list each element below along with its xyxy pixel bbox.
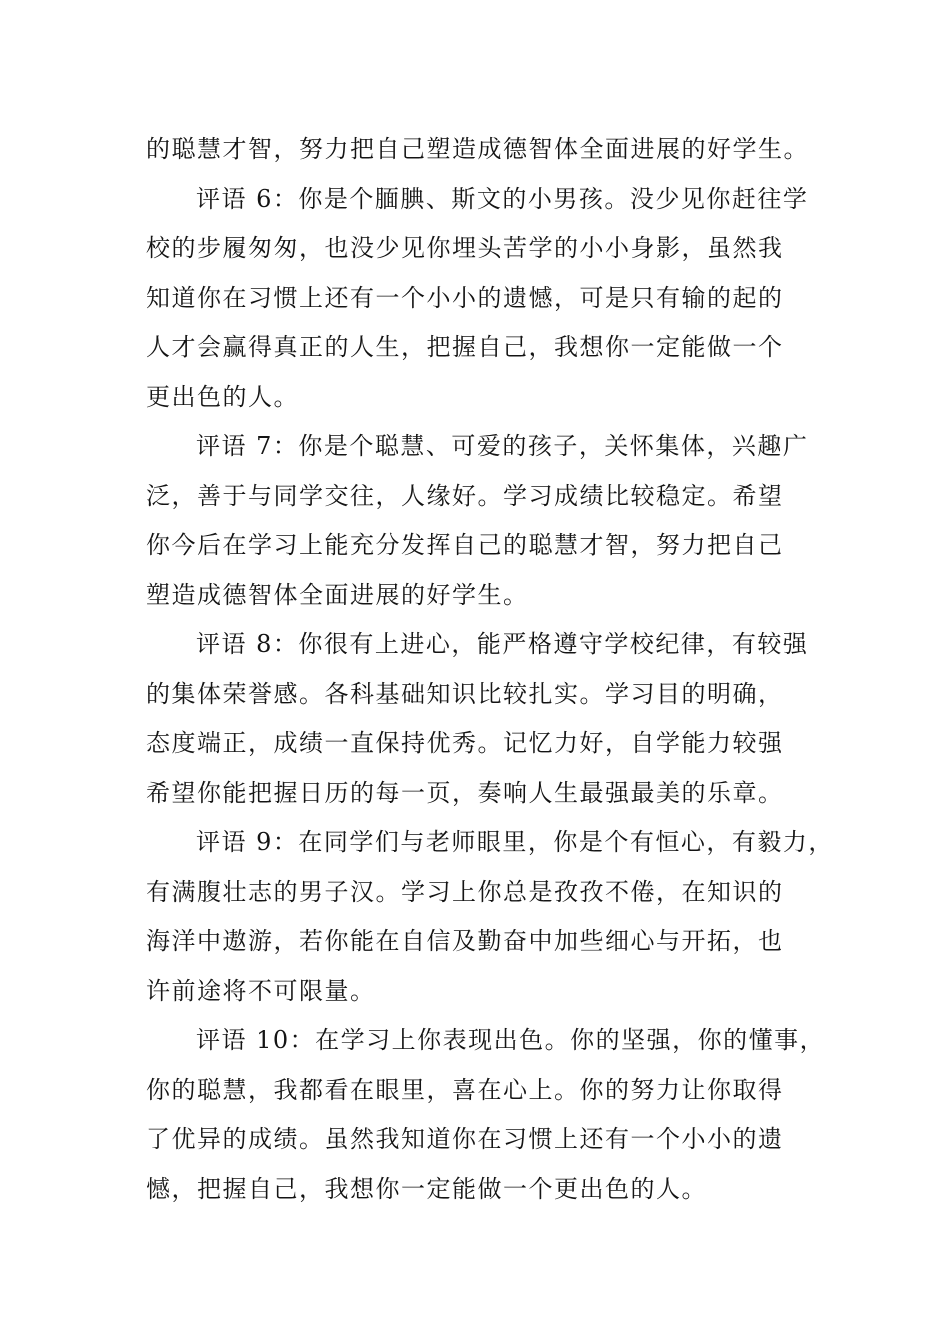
paragraph-line: 校的步履匆匆，也没少见你埋头苦学的小小身影，虽然我 (146, 234, 784, 262)
paragraph-line: 憾，把握自己，我想你一定能做一个更出色的人。 (146, 1174, 707, 1203)
paragraph-line: 许前途将不可限量。 (146, 976, 376, 1005)
paragraph-start-comment-9: 评语 9：在同学们与老师眼里，你是个有恒心，有毅力， (196, 828, 834, 856)
document-body (146, 125, 834, 1214)
paragraph-line: 海洋中遨游，若你能在自信及勤奋中加些细心与开拓，也 (146, 927, 784, 955)
paragraph-line: 知道你在习惯上还有一个小小的遗憾，可是只有输的起的 (146, 283, 784, 312)
paragraph-line: 你今后在学习上能充分发挥自己的聪慧才智，努力把自己 (146, 531, 784, 559)
paragraph-line: 的聪慧才智，努力把自己塑造成德智体全面进展的好学生。 (146, 135, 809, 163)
paragraph-line: 塑造成德智体全面进展的好学生。 (146, 580, 529, 609)
paragraph-line: 泛，善于与同学交往，人缘好。学习成绩比较稳定。希望 (146, 481, 784, 510)
paragraph-line: 更出色的人。 (146, 382, 299, 411)
paragraph-line: 了优异的成绩。虽然我知道你在习惯上还有一个小小的遗 (146, 1125, 784, 1153)
paragraph-start-comment-6: 评语 6：你是个腼腆、斯文的小男孩。没少见你赶往学 (196, 184, 809, 213)
paragraph-line: 有满腹壮志的男子汉。学习上你总是孜孜不倦，在知识的 (146, 877, 784, 906)
paragraph-line: 的集体荣誉感。各科基础知识比较扎实。学习目的明确， (146, 679, 784, 708)
paragraph-start-comment-8: 评语 8：你很有上进心，能严格遵守学校纪律，有较强 (196, 630, 809, 658)
paragraph-line: 人才会赢得真正的人生，把握自己，我想你一定能做一个 (146, 333, 784, 361)
paragraph-start-comment-10: 评语 10：在学习上你表现出色。你的坚强，你的懂事， (196, 1026, 826, 1054)
paragraph-line: 希望你能把握日历的每一页，奏响人生最强最美的乐章。 (146, 778, 784, 807)
paragraph-line: 态度端正，成绩一直保持优秀。记忆力好，自学能力较强 (146, 729, 784, 757)
paragraph-start-comment-7: 评语 7：你是个聪慧、可爱的孩子，关怀集体，兴趣广 (196, 432, 809, 460)
paragraph-line: 你的聪慧，我都看在眼里，喜在心上。你的努力让你取得 (146, 1075, 784, 1104)
